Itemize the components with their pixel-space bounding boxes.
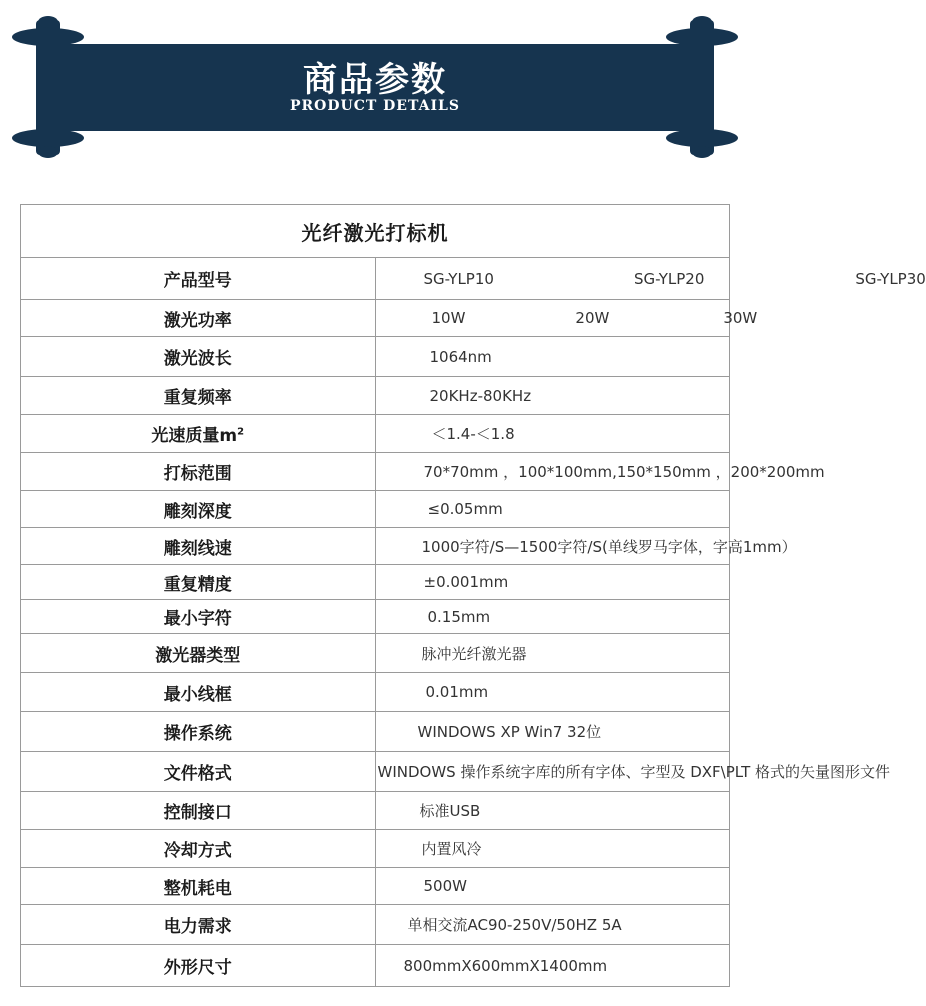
row-label: [21, 792, 376, 830]
row-value: [375, 673, 730, 712]
row-label: [21, 337, 376, 377]
row-label: [21, 634, 376, 673]
row-label-text: 重复精度: [163, 574, 232, 595]
row-label-text: 整机耗电: [163, 878, 232, 899]
row-value: [375, 528, 797, 565]
value-text: 0.01mm: [425, 683, 489, 701]
row-value: [375, 634, 730, 673]
table-title-row: [21, 205, 730, 258]
table-title: 光纤激光打标机: [21, 205, 730, 258]
value-text: SG-YLP20: [633, 269, 705, 288]
row-label: [21, 752, 376, 792]
row-label-superscript: 2: [237, 426, 245, 438]
row-label-text: 重复频率: [163, 388, 232, 408]
row-label-text: 光速质量m: [151, 426, 238, 446]
value-text: 10W: [431, 309, 466, 327]
value-text: 单相交流AC90-250V/50HZ 5A: [407, 916, 622, 934]
row-value: [375, 752, 891, 792]
value-text: ±0.001mm: [423, 573, 509, 591]
table-row: [21, 377, 730, 415]
table-row: [21, 673, 730, 712]
row-value: [375, 377, 730, 415]
row-label-text: 最小字符: [163, 609, 232, 629]
row-label-text: 最小线框: [163, 684, 232, 705]
value-text: 0.15mm: [427, 607, 491, 626]
row-label: [21, 945, 376, 987]
row-label: [21, 600, 376, 634]
value-text: SG-YLP10: [423, 269, 494, 288]
row-value: [375, 491, 730, 528]
row-label-text: 文件格式: [163, 764, 232, 784]
row-label-text: 操作系统: [163, 724, 232, 744]
table-row: [21, 600, 730, 634]
row-value: [375, 792, 730, 830]
value-text: 20KHz-80KHz: [429, 386, 532, 405]
value-text: 标准USB: [419, 802, 481, 820]
row-label: [21, 453, 376, 491]
table-row: [21, 634, 730, 673]
row-label: [21, 905, 376, 945]
table-row: [21, 712, 730, 752]
table-row: [21, 453, 730, 491]
table-row: [21, 868, 730, 905]
value-text: SG-YLP30: [855, 269, 926, 288]
row-value: [375, 453, 825, 491]
value-text: 20W: [575, 309, 610, 327]
row-label: [21, 415, 376, 453]
value-text: WINDOWS 操作系统字库的所有字体、字型及 DXF\PLT 格式的矢量图形文件: [377, 763, 891, 781]
table-row: [21, 830, 730, 868]
value-text: 500W: [423, 877, 467, 895]
table-row: [21, 300, 730, 337]
value-text: ＜1.4-＜1.8: [431, 425, 515, 443]
banner-subtitle: PRODUCT DETAILS: [290, 98, 460, 114]
row-value: [375, 905, 730, 945]
value-text: ≤0.05mm: [427, 500, 503, 518]
banner-title: 商品参数: [303, 60, 447, 100]
row-label-text: 雕刻线速: [163, 538, 232, 559]
row-label: [21, 377, 376, 415]
table-row: [21, 337, 730, 377]
row-label-text: 控制接口: [163, 803, 232, 823]
row-label-text: 外形尺寸: [163, 958, 232, 978]
value-text: 脉冲光纤激光器: [421, 644, 527, 663]
row-label-text: 激光功率: [163, 310, 232, 331]
row-value: [375, 945, 730, 987]
row-label-text: 雕刻深度: [163, 501, 232, 522]
table-row: [21, 491, 730, 528]
row-value: [375, 258, 926, 300]
row-label: [21, 673, 376, 712]
value-text: 内置风冷: [421, 840, 482, 858]
value-text: WINDOWS XP Win7 32位: [417, 723, 602, 741]
table-row: [21, 752, 730, 792]
value-text: 70*70mm ，100*100mm,150*150mm ，200*200mm: [423, 463, 825, 481]
row-label: [21, 565, 376, 600]
value-text: 800mmX600mmX1400mm: [403, 956, 608, 975]
spec-table: [20, 204, 926, 987]
table-row: [21, 905, 730, 945]
row-label-text: 产品型号: [163, 271, 232, 291]
row-label-text: 激光器类型: [155, 645, 241, 666]
row-label-text: 电力需求: [163, 917, 232, 937]
row-value: [375, 300, 758, 337]
row-label-text: 打标范围: [163, 464, 232, 484]
row-label: [21, 258, 376, 300]
row-label: [21, 868, 376, 905]
table-row: [21, 415, 730, 453]
value-text: 1000字符/S—1500字符/S(单线罗马字体，字高1mm）: [421, 537, 797, 556]
row-label: [21, 528, 376, 565]
row-value: [375, 712, 730, 752]
table-row: [21, 945, 730, 987]
row-value: [375, 337, 730, 377]
table-row: [21, 258, 730, 300]
table-row: [21, 565, 730, 600]
row-label: [21, 830, 376, 868]
value-text: 1064nm: [429, 347, 492, 366]
value-text: 30W: [723, 309, 758, 327]
row-label: [21, 491, 376, 528]
row-label-text: 激光波长: [163, 349, 232, 369]
table-row: [21, 792, 730, 830]
row-label: [21, 300, 376, 337]
row-label: [21, 712, 376, 752]
row-value: [375, 600, 730, 634]
row-value: [375, 415, 730, 453]
table-row: [21, 528, 730, 565]
header-banner: [0, 0, 750, 170]
row-value: [375, 565, 730, 600]
row-value: [375, 868, 730, 905]
row-label-text: 冷却方式: [163, 841, 232, 861]
row-value: [375, 830, 730, 868]
